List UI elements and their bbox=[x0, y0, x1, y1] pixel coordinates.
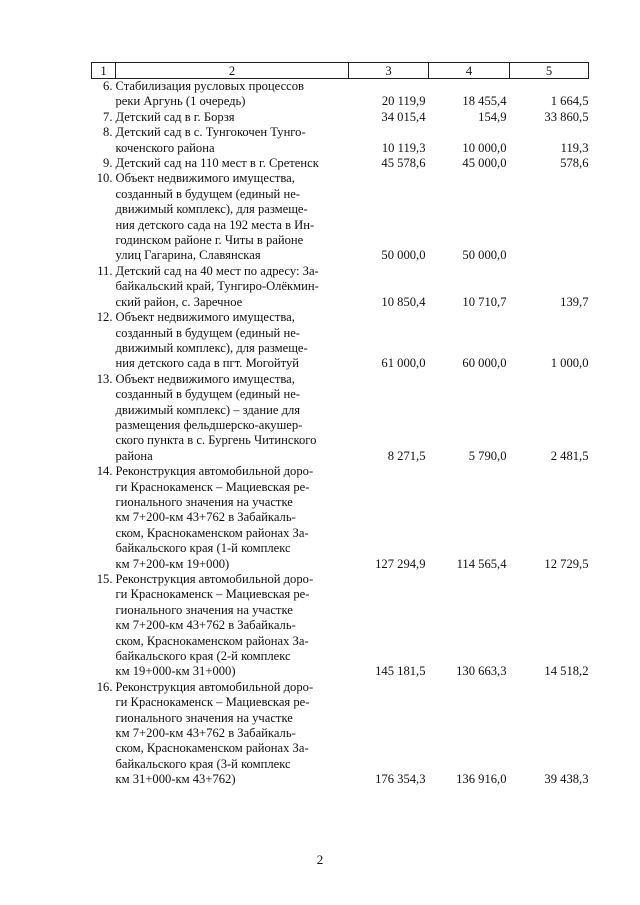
row-number: 8. bbox=[103, 125, 113, 140]
row-number: 7. bbox=[103, 109, 113, 124]
row-name: Реконструкция автомобильной доро- ги Краснокаменск – Мациевская ре- гионального значения на участке км 7+200-км 43+762 в Забайкаль- ском, Краснокаменском районах За- байкальского края (3-й комплекс км 31+000-км 43+762) bbox=[115, 679, 314, 787]
row-value-col-5: 119,3 bbox=[560, 140, 589, 155]
row-number: 6. bbox=[103, 79, 113, 93]
table-row bbox=[92, 464, 589, 572]
row-name: Детский сад на 40 мест по адресу: За- байкальский край, Тунгиро-Олёкмин- ский район, с. Заречное bbox=[115, 263, 319, 309]
row-value-col-5: 1 664,5 bbox=[550, 94, 589, 109]
table-row bbox=[92, 310, 589, 372]
row-number: 16. bbox=[96, 679, 113, 694]
row-value-col-3: 145 181,5 bbox=[375, 664, 426, 679]
data-table bbox=[91, 62, 589, 788]
row-value-col-3: 20 119,9 bbox=[381, 94, 426, 109]
row-value-col-4: 130 663,3 bbox=[456, 664, 507, 679]
table-row bbox=[92, 156, 589, 171]
table-row bbox=[92, 572, 589, 680]
row-number: 14. bbox=[96, 464, 113, 479]
row-name: Детский сад на 110 мест в г. Сретенск bbox=[115, 156, 319, 171]
row-value-col-4: 114 565,4 bbox=[456, 556, 507, 571]
row-name: Реконструкция автомобильной доро- ги Краснокаменск – Мациевская ре- гионального значения на участке км 7+200-км 43+762 в Забайкаль- ском, Краснокаменском районах За- байкальского края (1-й комплекс км 7+200-км 19+000) bbox=[115, 464, 314, 571]
row-value-col-4: 10 710,7 bbox=[462, 294, 507, 309]
row-value-col-4: 18 455,4 bbox=[462, 94, 507, 109]
header-col-4: 4 bbox=[429, 63, 510, 79]
table-body bbox=[92, 79, 589, 788]
table-header bbox=[92, 63, 589, 79]
row-value-col-4: 50 000,0 bbox=[462, 248, 507, 263]
row-value-col-3: 127 294,9 bbox=[375, 556, 426, 571]
row-value-col-5: 12 729,5 bbox=[544, 556, 589, 571]
row-value-col-3: 176 354,3 bbox=[375, 772, 426, 787]
table-row bbox=[92, 79, 589, 110]
table-row bbox=[92, 125, 589, 156]
row-name: Объект недвижимого имущества, созданный в будущем (единый не- движимый комплекс), для размеще- ния детского сада на 192 места в Ин- годинском районе г. Читы в районе улиц Гагарина, Славянская bbox=[115, 171, 315, 263]
page-number: 2 bbox=[316, 852, 324, 867]
header-col-1: 1 bbox=[92, 63, 116, 79]
row-number: 15. bbox=[96, 572, 113, 586]
row-value-col-3: 8 271,5 bbox=[387, 448, 426, 463]
row-value-col-3: 61 000,0 bbox=[381, 356, 426, 371]
row-value-col-5 bbox=[510, 171, 589, 263]
row-value-col-4: 10 000,0 bbox=[462, 140, 507, 155]
row-name: Стабилизация русловых процессов реки Аргунь (1 очередь) bbox=[115, 79, 304, 109]
row-value-col-3: 10 119,3 bbox=[381, 140, 426, 155]
table-row bbox=[92, 171, 589, 263]
table-row bbox=[92, 264, 589, 310]
row-number: 9. bbox=[103, 156, 113, 171]
header-col-3: 3 bbox=[349, 63, 429, 79]
row-number: 10. bbox=[96, 171, 113, 186]
row-value-col-3: 10 850,4 bbox=[381, 294, 426, 309]
row-value-col-3: 45 578,6 bbox=[381, 156, 426, 171]
header-col-5: 5 bbox=[510, 63, 589, 79]
header-col-2: 2 bbox=[116, 63, 349, 79]
row-name: Объект недвижимого имущества, созданный в будущем (единый не- движимый комплекс) – здание для размещения фельдшерско-акушер- ского пункта в с. Бургень Читинского района bbox=[115, 371, 317, 463]
row-value-col-5: 1 000,0 bbox=[550, 356, 589, 371]
table-row bbox=[92, 680, 589, 788]
row-number: 11. bbox=[97, 263, 113, 278]
row-value-col-5: 139,7 bbox=[560, 294, 589, 309]
row-value-col-5: 2 481,5 bbox=[550, 448, 589, 463]
row-name: Объект недвижимого имущества, созданный в будущем (единый не- движимый комплекс), для размеще- ния детского сада в пгт. Могойтуй bbox=[115, 310, 308, 371]
row-value-col-4: 5 790,0 bbox=[468, 448, 507, 463]
row-value-col-5: 578,6 bbox=[560, 156, 589, 171]
row-value-col-4: 45 000,0 bbox=[462, 156, 507, 171]
row-value-col-5: 39 438,3 bbox=[544, 772, 589, 787]
header-row bbox=[92, 63, 589, 79]
row-value-col-5: 14 518,2 bbox=[544, 664, 589, 679]
table-row bbox=[92, 372, 589, 464]
row-name: Детский сад в с. Тунгокочен Тунго- коченского района bbox=[115, 125, 306, 155]
row-name: Детский сад в г. Борзя bbox=[115, 109, 235, 124]
row-value-col-4: 136 916,0 bbox=[456, 772, 507, 787]
row-number: 13. bbox=[96, 371, 113, 386]
row-value-col-3: 34 015,4 bbox=[381, 109, 426, 124]
row-value-col-4: 60 000,0 bbox=[462, 356, 507, 371]
row-value-col-4: 154,9 bbox=[478, 109, 507, 124]
row-value-col-3: 50 000,0 bbox=[381, 248, 426, 263]
row-name: Реконструкция автомобильной доро- ги Краснокаменск – Мациевская ре- гионального значения на участке км 7+200-км 43+762 в Забайкаль- ском, Краснокаменском районах За- байкальского края (2-й комплекс км 19+000-км 31+000) bbox=[115, 572, 314, 679]
table-row bbox=[92, 110, 589, 125]
row-value-col-5: 33 860,5 bbox=[544, 109, 589, 124]
row-number: 12. bbox=[96, 310, 113, 325]
